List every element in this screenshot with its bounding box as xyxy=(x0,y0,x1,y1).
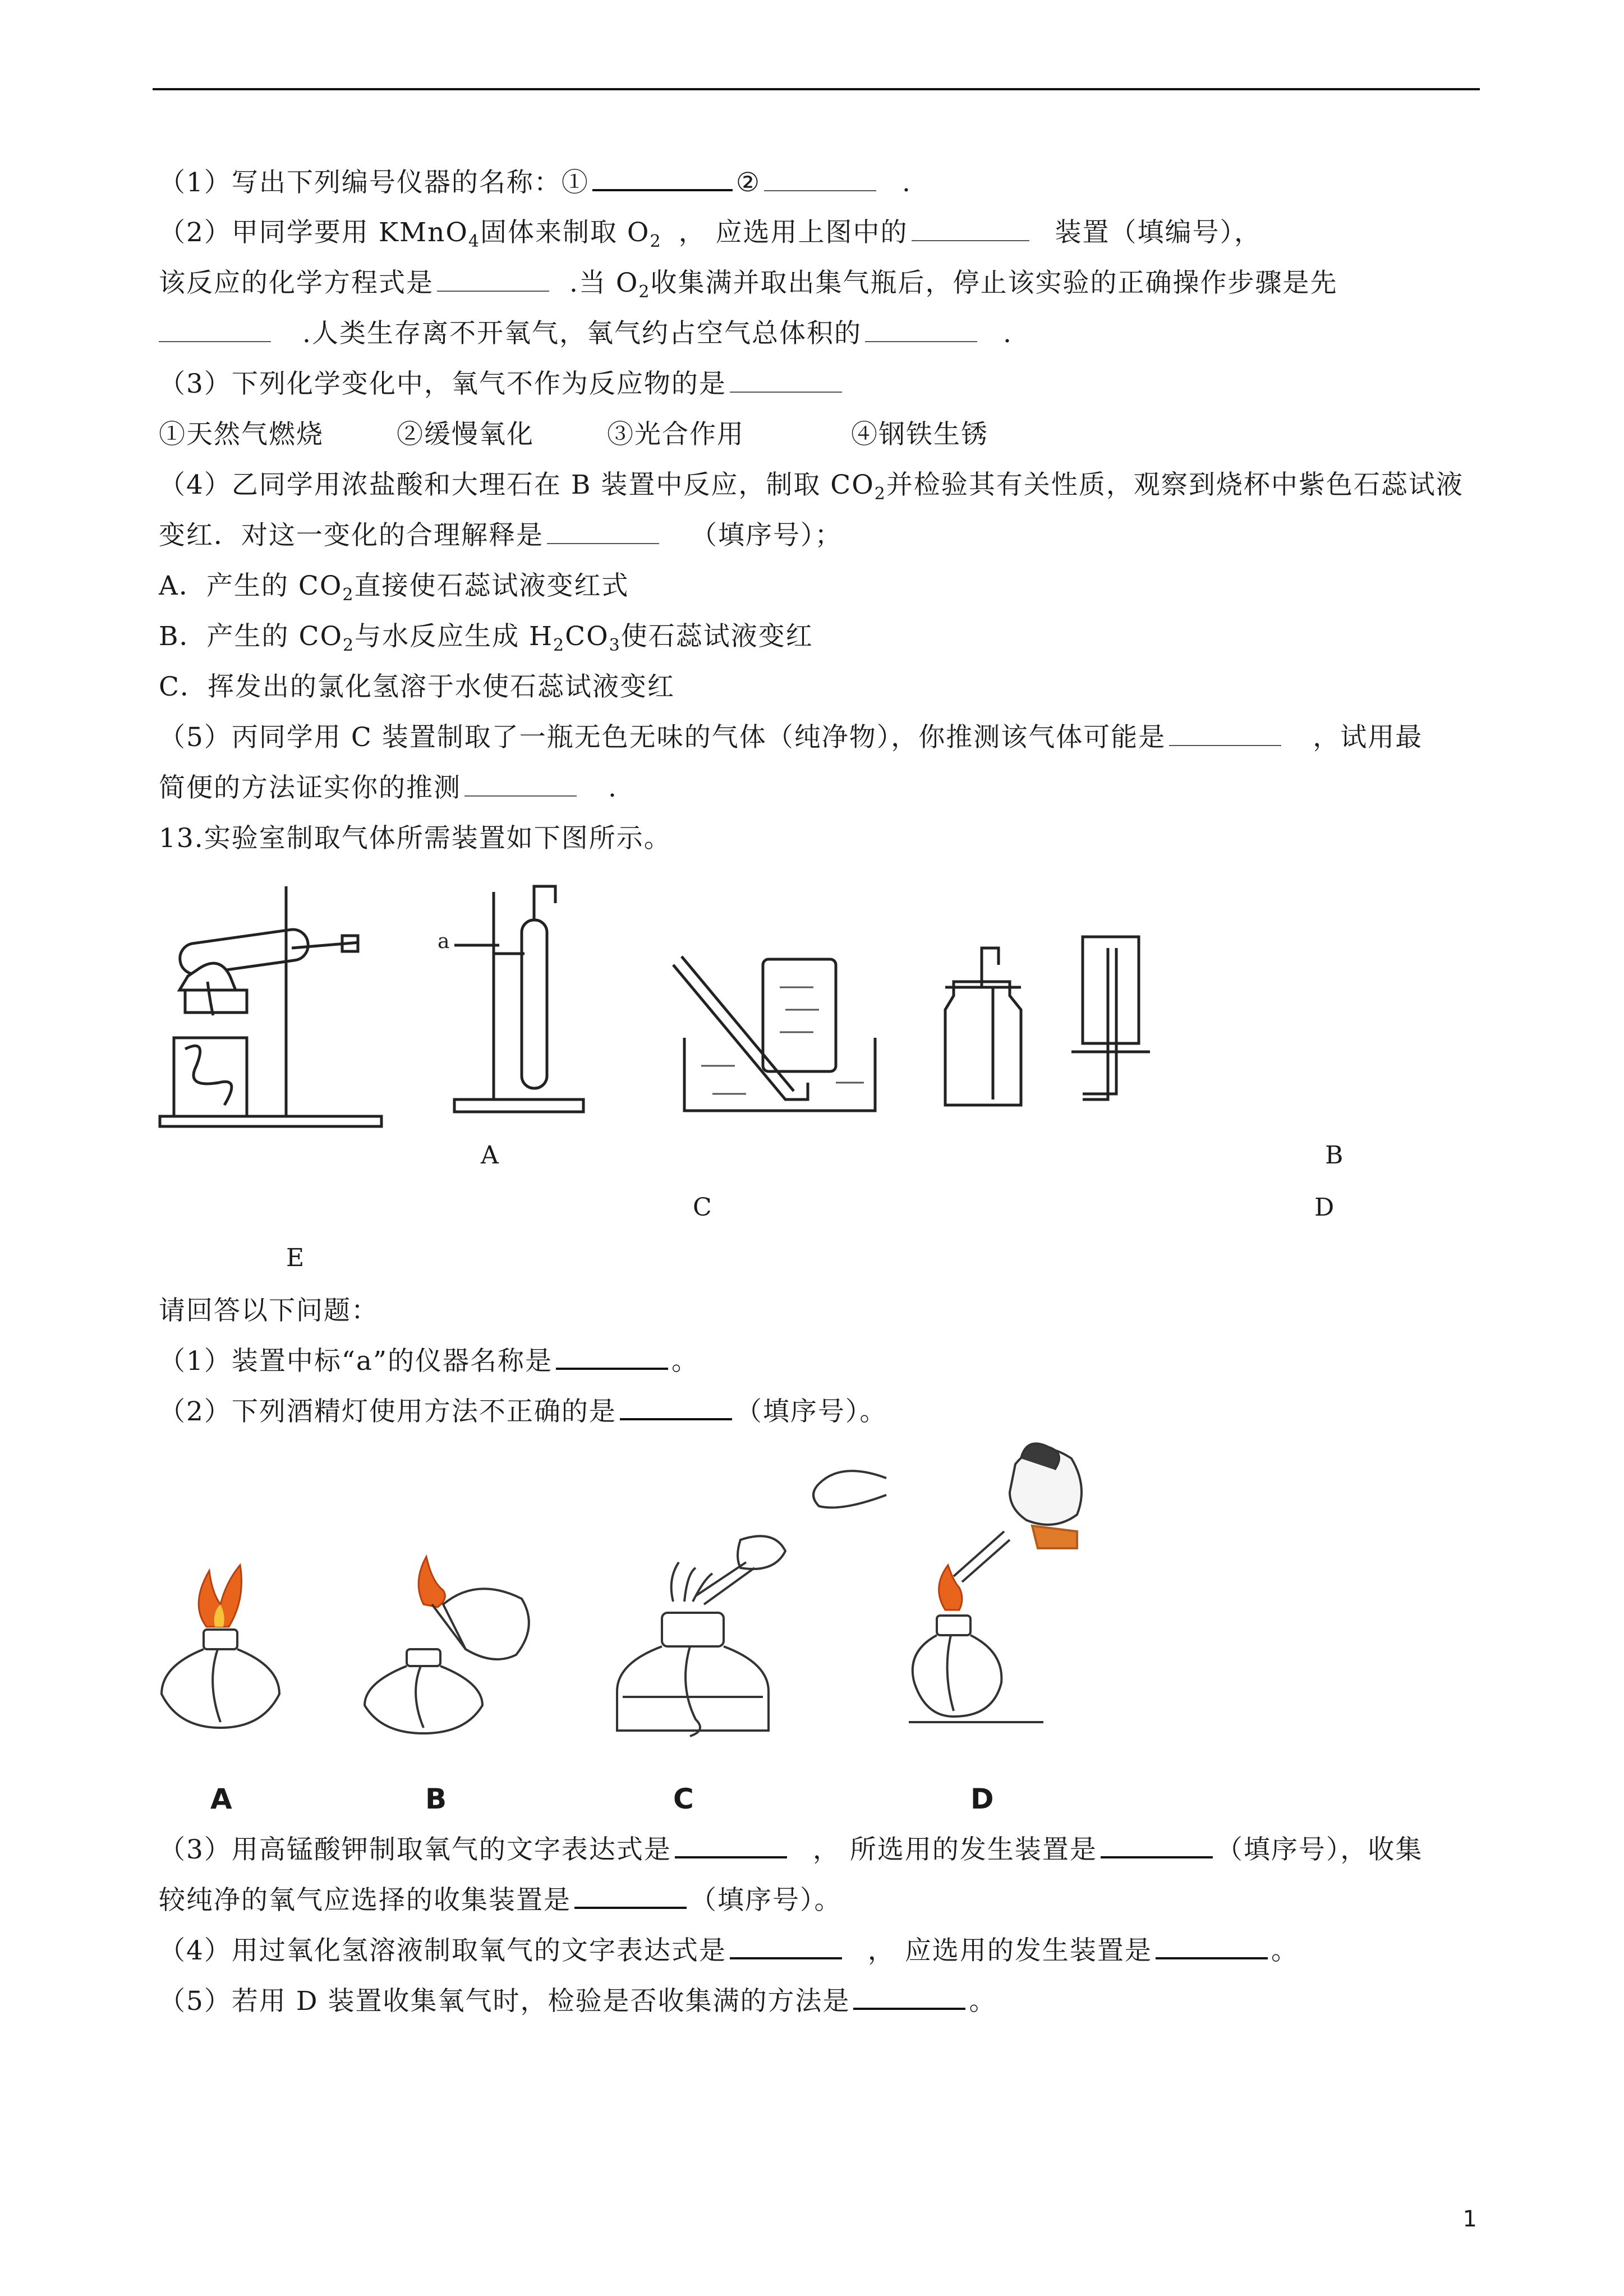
answer-blank[interactable] xyxy=(1169,740,1281,746)
answer-blank[interactable] xyxy=(592,185,733,191)
q13-part3: （3）用高锰酸钾制取氧气的文字表达式是 ， 所选用的发生装置是 （填序号），收集 xyxy=(159,1834,1423,1865)
apparatus-gas-bottle-figure xyxy=(937,942,1032,1111)
lamp-label-A: A xyxy=(210,1783,232,1815)
option-2: ②缓慢氧化 xyxy=(397,419,534,450)
answer-blank[interactable] xyxy=(1101,1852,1213,1858)
alcohol-lamp-D-figure xyxy=(909,1436,1116,1739)
q13-title: 13.实验室制取气体所需装置如下图所示。 xyxy=(159,823,671,854)
option-1: ①天然气燃烧 xyxy=(159,419,324,450)
apparatus-heating-stand-figure xyxy=(157,869,398,1133)
answer-blank[interactable] xyxy=(730,387,842,393)
q12-option-c: C．挥发出的氯化氢溶于水使石蕊试液变红 xyxy=(159,671,675,702)
page-number: 1 xyxy=(1462,2206,1477,2232)
option-4: ④钢铁生锈 xyxy=(851,419,988,450)
apparatus-label-D: D xyxy=(1314,1193,1335,1222)
lamp-label-B: B xyxy=(425,1783,447,1815)
apparatus-water-trough-figure xyxy=(668,954,909,1116)
q12-part5: （5）丙同学用 C 装置制取了一瓶无色无味的气体（纯净物），你推测该气体可能是 ，试用最 xyxy=(159,722,1423,753)
answer-blank[interactable] xyxy=(1156,1953,1268,1959)
q12-part4: （4）乙同学用浓盐酸和大理石在 B 装置中反应，制取 $CO_2$并检验其有关性质，观察到烧杯中紫色石蕊试液 xyxy=(159,470,1464,504)
answer-blank[interactable] xyxy=(159,337,271,342)
q13-part1: （1）装置中标“a”的仪器名称是 。 xyxy=(159,1346,699,1377)
q13-part5: （5）若用 D 装置收集氧气时，检验是否收集满的方法是 。 xyxy=(159,1986,997,2017)
answer-blank[interactable] xyxy=(620,1414,732,1420)
q12-part4-explain: 变红．对这一变化的合理解释是 （填序号）； xyxy=(159,520,843,551)
option-3: ③光合作用 xyxy=(607,419,744,450)
answer-blank[interactable] xyxy=(730,1953,842,1959)
q13-part2: （2）下列酒精灯使用方法不正确的是 （填序号）。 xyxy=(159,1396,887,1427)
answer-blank[interactable] xyxy=(464,791,577,797)
q13-part3-collect: 较纯净的氧气应选择的收集装置是 （填序号）。 xyxy=(159,1885,842,1916)
alcohol-lamp-A-figure xyxy=(156,1559,285,1739)
answer-blank[interactable] xyxy=(912,236,1029,241)
lamp-label-C: C xyxy=(673,1783,694,1815)
alcohol-lamp-C-figure xyxy=(606,1450,903,1742)
q12-part2-equation: 该反应的化学方程式是 .当 $O_2$收集满并取出集气瓶后，停止该实验的正确操作步骤是先 xyxy=(159,268,1338,302)
apparatus-test-tube-stand-figure xyxy=(432,869,595,1122)
answer-blank[interactable] xyxy=(865,337,977,342)
answer-blank[interactable] xyxy=(437,286,549,292)
answer-blank[interactable] xyxy=(675,1852,787,1858)
q12-option-a: A．产生的 $CO_2$直接使石蕊试液变红式 xyxy=(159,570,629,605)
q12-part1: （1）写出下列编号仪器的名称：① ② . xyxy=(159,167,912,198)
answer-blank[interactable] xyxy=(574,1902,687,1909)
q12-part2-air: .人类生存离不开氧气，氧气约占空气总体积的 . xyxy=(159,317,1013,351)
q12-part2: （2）甲同学要用 KMnO$_4$固体来制取 $O_2$ ， 应选用上图中的 装置（填编号）， xyxy=(159,217,1262,251)
q13-intro: 请回答以下问题： xyxy=(159,1295,379,1326)
answer-blank[interactable] xyxy=(556,1363,668,1370)
lamp-label-D: D xyxy=(970,1783,994,1815)
header-rule xyxy=(153,88,1480,90)
apparatus-label-E: E xyxy=(286,1244,305,1272)
q13-part4: （4）用过氧化氢溶液制取氧气的文字表达式是 ， 应选用的发生装置是 。 xyxy=(159,1935,1299,1966)
apparatus-label-A: A xyxy=(481,1141,499,1170)
label-a-instrument: a xyxy=(438,930,450,953)
answer-blank[interactable] xyxy=(764,186,876,191)
apparatus-inverted-bottle-figure xyxy=(1066,931,1167,1111)
apparatus-label-C: C xyxy=(693,1193,712,1222)
alcohol-lamp-B-figure xyxy=(359,1554,544,1739)
q12-option-b: B．产生的 $CO_2$与水反应生成 $H_2CO_3$使石蕊试液变红 xyxy=(159,621,813,655)
answer-blank[interactable] xyxy=(853,2003,965,2010)
apparatus-label-B: B xyxy=(1325,1141,1344,1170)
q12-part3-options xyxy=(159,418,988,452)
q12-part3: （3）下列化学变化中，氧气不作为反应物的是 xyxy=(159,367,845,401)
q12-part5-verify: 简便的方法证实你的推测 . xyxy=(159,772,618,803)
answer-blank[interactable] xyxy=(547,539,659,544)
